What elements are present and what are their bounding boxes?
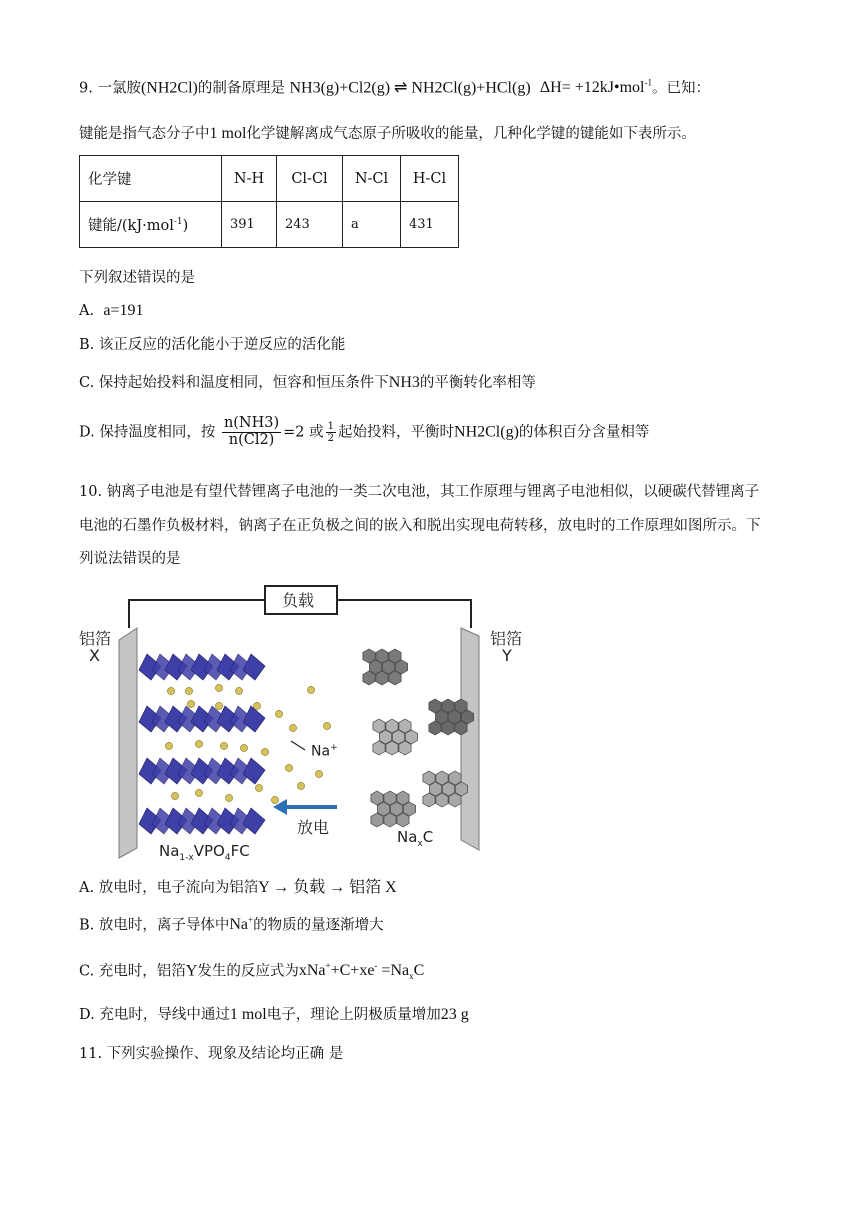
q9-stem-text: 9. 一氯胺 <box>79 80 141 97</box>
sodium-ion <box>220 742 227 749</box>
q9-compound: (NH2Cl) <box>140 79 198 97</box>
load-label: 负载 <box>282 591 315 610</box>
carbon-hexagon <box>429 721 441 735</box>
q11-stem: 11. 下列实验操作、现象及结论均正确 是 <box>79 1046 344 1062</box>
sodium-ion <box>235 687 242 694</box>
carbon-hexagon <box>376 671 388 685</box>
q9-prompt: 下列叙述错误的是 <box>79 270 195 286</box>
q9-delta-h: ΔH= +12kJ•mol$^{-1}$ <box>539 78 652 97</box>
q10-option-b[interactable]: B. 放电时，离子导体中Na+的物质的量逐渐增大 <box>79 915 384 934</box>
q10-option-c[interactable]: C. 充电时，铝箔Y发生的反应式为$xNa^++C+xe^- =Na_xC$ <box>79 961 425 982</box>
q9-option-d[interactable]: D. 保持温度相同，按 $\frac{n(NH3)}{n(Cl2)}$ =2 或 $\frac{1}{2}$ 起始投料，平衡时NH2Cl(g)的体积百分含量相等 <box>79 415 650 448</box>
foil-x <box>119 628 137 858</box>
foil-y <box>461 628 479 850</box>
sodium-ion <box>195 740 202 747</box>
sodium-ion-label: Na+ <box>311 743 338 760</box>
row-label: 键能/(kJ·mol$^{-1}$) <box>80 202 222 248</box>
sodium-ion <box>253 702 260 709</box>
sodium-ion <box>165 742 172 749</box>
mole-ratio-fraction: $\frac{n(NH3)}{n(Cl2)}$ <box>223 415 280 448</box>
carbon-hexagon <box>373 741 385 755</box>
carbon-hexagon <box>371 813 383 827</box>
table-header-row: 化学键 N-H Cl-Cl N-Cl H-Cl <box>80 156 459 202</box>
q9-option-c[interactable]: C. 保持起始投料和温度相同，恒容和恒压条件下NH3的平衡转化率相等 <box>79 374 536 391</box>
sodium-ion <box>225 794 232 801</box>
foil-y-label: 铝箔 <box>490 629 523 648</box>
q10-stem-line2: 电池的石墨作负极材料，钠离子在正负极之间的嵌入和脱出实现电荷转移，放电时的工作原理如图所示。下 <box>79 518 761 534</box>
q10-stem-line3: 列说法错误的是 <box>79 551 181 567</box>
q9-stem-line2: 键能是指气态分子中1 mol化学键解离成气态原子所吸收的能量，几种化学键的键能如下表所示。 <box>79 125 696 142</box>
polyhedron <box>243 706 265 732</box>
sodium-ion <box>307 686 314 693</box>
carbon-hexagon <box>423 793 435 807</box>
carbon-hexagon <box>436 793 448 807</box>
sodium-ion <box>187 700 194 707</box>
sodium-ion <box>315 770 322 777</box>
hard-carbon <box>363 649 474 827</box>
anode-material-label: $Na_xC$ <box>397 828 434 849</box>
foil-y-letter: Y <box>502 646 512 665</box>
discharge-label: 放电 <box>297 818 330 837</box>
sodium-ion <box>297 782 304 789</box>
carbon-hexagon <box>399 741 411 755</box>
q9-option-b[interactable]: B. 该正反应的活化能小于逆反应的活化能 <box>79 337 346 353</box>
carbon-hexagon <box>397 813 409 827</box>
q9-stem-line1: 9. 一氯胺(NH2Cl)的制备原理是 NH3(g)+Cl2(g) ⇌ NH2Cl(g)+HCl(g) ΔH= +12kJ•mol$^{-1}$。已知： <box>79 78 710 97</box>
half-fraction: $\frac{1}{2}$ <box>327 420 335 444</box>
q10-stem-line1: 10. 钠离子电池是有望代替锂离子电池的一类二次电池，其工作原理与锂离子电池相似，以硬碳代替锂离子 <box>79 484 760 500</box>
carbon-hexagon <box>389 671 401 685</box>
sodium-ion <box>261 748 268 755</box>
q10-option-d[interactable]: D. 充电时，导线中通过1 mol电子，理论上阴极质量增加23 g <box>79 1006 469 1023</box>
carbon-hexagon <box>442 721 454 735</box>
battery-diagram <box>79 578 539 863</box>
sodium-ion <box>195 789 202 796</box>
carbon-hexagon <box>455 721 467 735</box>
sodium-ion <box>171 792 178 799</box>
carbon-hexagon <box>384 813 396 827</box>
sodium-ion <box>323 722 330 729</box>
q10-option-a[interactable]: A. 放电时，电子流向为铝箔Y → 负载 → 铝箔 X <box>79 879 397 896</box>
q9-equation: NH3(g)+Cl2(g) ⇌ NH2Cl(g)+HCl(g) <box>289 79 531 97</box>
foil-x-letter: X <box>89 646 100 665</box>
table-row: 键能/(kJ·mol$^{-1}$) 391 243 a 431 <box>80 202 459 248</box>
sodium-ion <box>285 764 292 771</box>
foil-x-label: 铝箔 <box>79 629 112 648</box>
sodium-ion <box>275 710 282 717</box>
sodium-ion <box>167 687 174 694</box>
carbon-hexagon <box>363 671 375 685</box>
sodium-ion <box>255 784 262 791</box>
cathode-material-label: $Na_{1-x}VPO_4FC$ <box>159 842 250 863</box>
bond-energy-table <box>79 155 459 248</box>
sodium-ion <box>271 796 278 803</box>
q9-option-a[interactable]: A. a=191 <box>79 302 144 319</box>
sodium-ion <box>185 687 192 694</box>
carbon-hexagon <box>449 793 461 807</box>
polyhedron <box>243 808 265 834</box>
carbon-hexagon <box>386 741 398 755</box>
polyhedron <box>243 654 265 680</box>
polyhedron <box>243 758 265 784</box>
sodium-ion <box>215 684 222 691</box>
sodium-ion <box>240 744 247 751</box>
sodium-ion <box>215 702 222 709</box>
sodium-ion <box>289 724 296 731</box>
charge-equation: $xNa^++C+xe^- =Na_xC$ <box>298 961 425 982</box>
ion-pointer <box>291 741 305 750</box>
sodium-ions <box>165 684 330 803</box>
